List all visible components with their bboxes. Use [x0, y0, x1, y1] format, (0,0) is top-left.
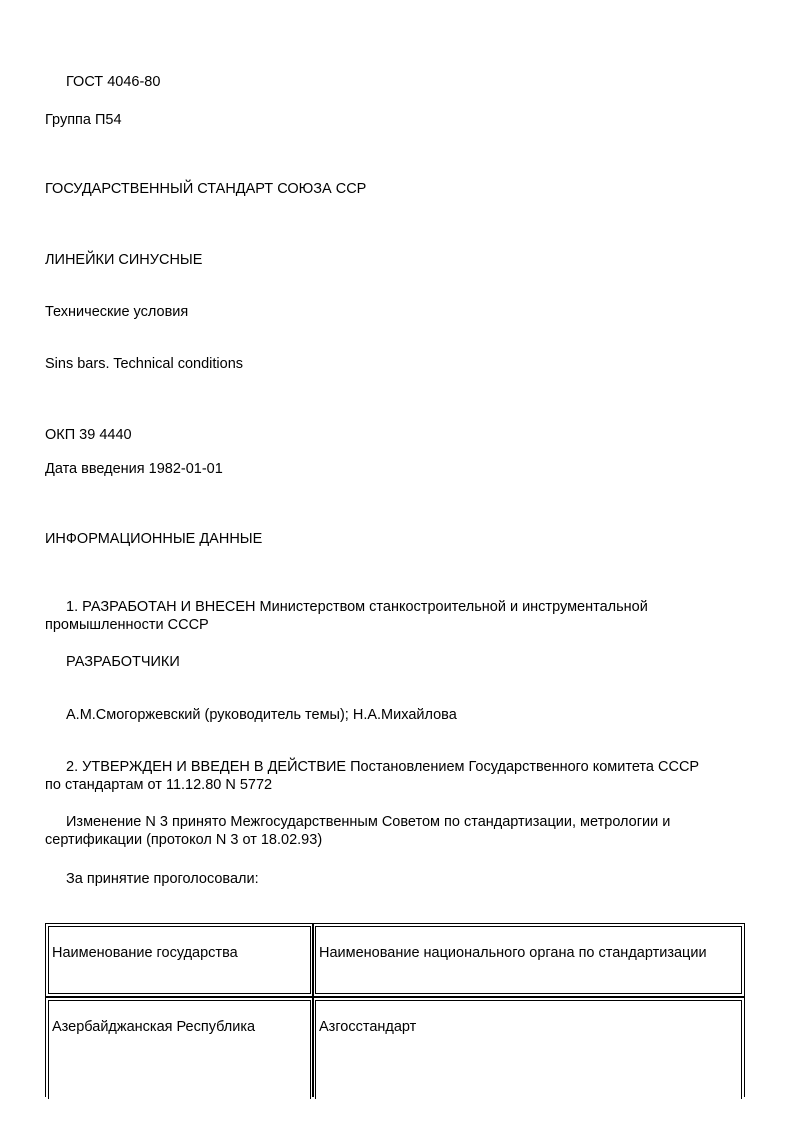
- voted-label: За принятие проголосовали:: [66, 871, 259, 887]
- table-header-cell: [312, 923, 745, 997]
- info-item-1-line-1: 1. РАЗРАБОТАН И ВНЕСЕН Министерством станкостроительной и инструментальной: [66, 599, 648, 615]
- info-item-1: [45, 598, 745, 634]
- voting-table: [45, 923, 745, 1085]
- developers-label: РАЗРАБОТЧИКИ: [66, 654, 180, 670]
- table-row: [312, 997, 745, 1097]
- info-item-2: [45, 758, 745, 794]
- group-code: Группа П54: [45, 112, 122, 128]
- developers-names: А.М.Смогоржевский (руководитель темы); Н.А.Михайлова: [66, 707, 457, 723]
- info-heading: ИНФОРМАЦИОННЫЕ ДАННЫЕ: [45, 531, 263, 547]
- english-title: Sins bars. Technical conditions: [45, 356, 244, 372]
- okp-code: ОКП 39 4440: [45, 427, 132, 443]
- document-title: ЛИНЕЙКИ СИНУСНЫЕ: [45, 252, 203, 268]
- table-header-cell: [45, 923, 314, 997]
- info-item-2-line-1: 2. УТВЕРЖДЕН И ВВЕДЕН В ДЕЙСТВИЕ Постановлением Государственного комитета СССР: [66, 759, 700, 775]
- table-header-country: Наименование государства: [52, 945, 238, 961]
- table-cell-body: Азгосстандарт: [319, 1019, 417, 1035]
- info-item-1-line-2: промышленности СССР: [45, 617, 209, 633]
- change-note-line-2: сертификации (протокол N 3 от 18.02.93): [45, 832, 323, 848]
- introduction-date: Дата введения 1982-01-01: [45, 461, 223, 477]
- change-note-line-1: Изменение N 3 принято Межгосударственным Советом по стандартизации, метрологии и: [66, 814, 671, 830]
- state-standard-heading: ГОСУДАРСТВЕННЫЙ СТАНДАРТ СОЮЗА ССР: [45, 181, 367, 197]
- gost-number: ГОСТ 4046-80: [66, 74, 161, 90]
- document-subtitle: Технические условия: [45, 304, 189, 320]
- table-header-body: Наименование национального органа по стандартизации: [319, 945, 707, 961]
- change-note: [45, 813, 745, 849]
- info-item-2-line-2: по стандартам от 11.12.80 N 5772: [45, 777, 273, 793]
- table-cell-country: Азербайджанская Республика: [52, 1019, 256, 1035]
- table-row: [45, 997, 314, 1097]
